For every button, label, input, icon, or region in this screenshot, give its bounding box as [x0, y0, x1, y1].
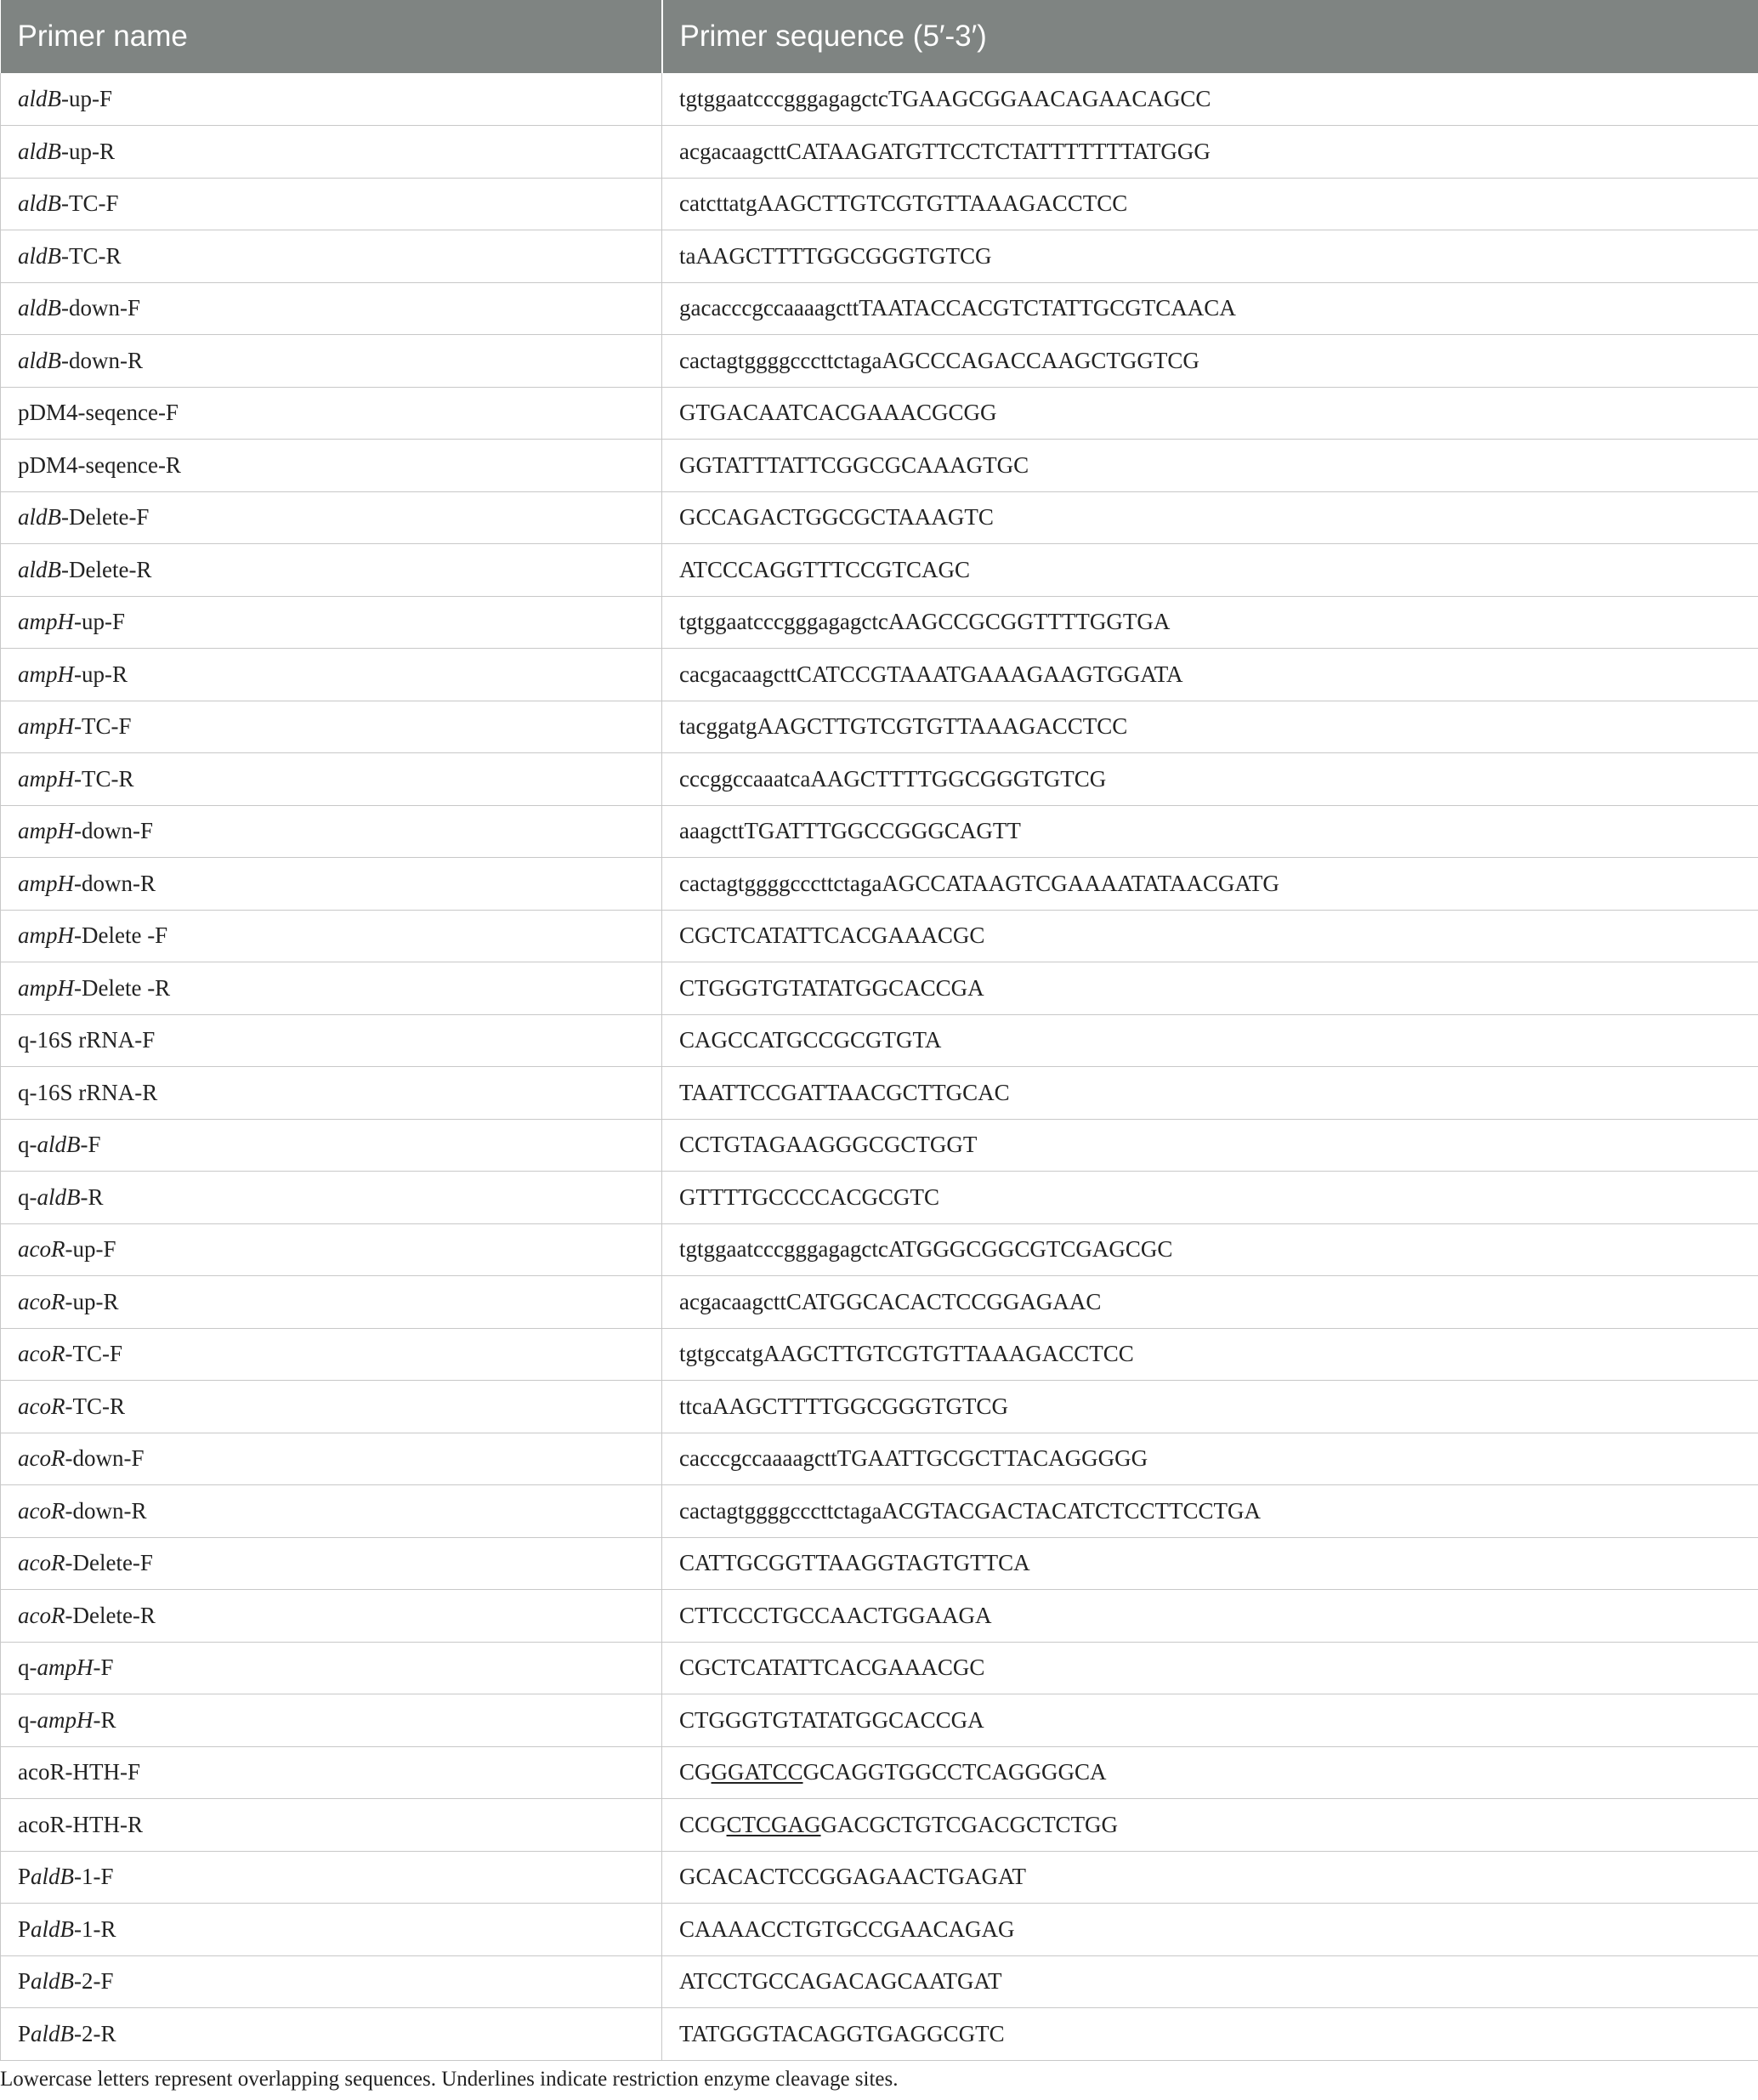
restriction-site: GGATCC [711, 1759, 803, 1785]
gene-name: acoR [18, 1602, 65, 1628]
primer-name-cell [1, 1694, 662, 1747]
table-row [1, 1485, 1758, 1538]
primer-name-cell [1, 126, 662, 179]
primer-name-cell [1, 1904, 662, 1956]
primer-name-cell [1, 1223, 662, 1276]
text-segment: ATCCTGCCAGACAGCAATGAT [679, 1968, 1002, 1995]
table-row [1, 1381, 1758, 1433]
text-segment: -TC-F [61, 190, 119, 217]
text-segment: TAATTCCGATTAACGCTTGCAC [679, 1079, 1010, 1105]
header-row [1, 0, 1758, 73]
primer-sequence-cell [662, 1328, 1758, 1381]
table-row [1, 2008, 1758, 2061]
table-row [1, 1172, 1758, 1224]
primer-sequence-cell [662, 2008, 1758, 2061]
table-row [1, 1067, 1758, 1120]
primer-name-cell [1, 1955, 662, 2008]
gene-name: aldB [18, 242, 61, 269]
text-segment: GACGCTGTCGACGCTCTGG [820, 1811, 1119, 1837]
text-segment: -down-F [65, 1445, 145, 1472]
restriction-site: CTCGAG [726, 1811, 821, 1837]
primer-name-cell [1, 805, 662, 858]
table-header [1, 0, 1758, 73]
text-segment: -Delete -R [74, 974, 171, 1001]
primer-name-cell [1, 440, 662, 492]
primer-sequence-cell [662, 649, 1758, 701]
primer-sequence-cell [662, 544, 1758, 597]
primer-name-cell [1, 544, 662, 597]
text-segment: GCACACTCCGGAGAACTGAGAT [679, 1864, 1027, 1890]
table-row [1, 1851, 1758, 1904]
gene-name: aldB [18, 295, 61, 321]
primer-name-cell [1, 1172, 662, 1224]
text-segment: -up-F [61, 86, 112, 111]
table-row [1, 858, 1758, 911]
gene-name: aldB [18, 347, 61, 373]
table-row [1, 1276, 1758, 1329]
text-segment: -TC-R [61, 242, 122, 269]
primer-name-cell [1, 282, 662, 335]
primer-sequence-cell [662, 1590, 1758, 1643]
primer-sequence-cell [662, 1851, 1758, 1904]
gene-name: aldB [37, 1132, 81, 1158]
primer-name-cell [1, 1642, 662, 1694]
text-segment: tgtggaatcccgggagagctcTGAAGCGGAACAGAACAGCC [679, 86, 1211, 111]
primer-sequence-cell [662, 230, 1758, 283]
primer-sequence-cell [662, 1537, 1758, 1590]
gene-name: ampH [18, 661, 74, 687]
primer-name-cell [1, 387, 662, 440]
text-segment: aaagcttTGATTTGGCCGGGCAGTT [679, 818, 1021, 844]
gene-name: ampH [18, 713, 74, 740]
table-row [1, 544, 1758, 597]
primer-sequence-cell [662, 1694, 1758, 1747]
table-row [1, 230, 1758, 283]
table-row [1, 1223, 1758, 1276]
text-segment: -down-F [74, 818, 153, 844]
gene-name: aldB [18, 556, 61, 582]
text-segment: -1-R [74, 1916, 116, 1942]
text-segment: CCG [679, 1811, 727, 1837]
primer-sequence-cell [662, 282, 1758, 335]
text-segment: cccggccaaatcaAAGCTTTTGGCGGGTGTCG [679, 765, 1107, 792]
text-segment: tgtggaatcccgggagagctcATGGGCGGCGTCGAGCGC [679, 1236, 1173, 1263]
primer-sequence-cell [662, 1485, 1758, 1538]
primer-name-cell [1, 1328, 662, 1381]
primer-name-cell [1, 1851, 662, 1904]
text-segment: q-16S rRNA-R [18, 1079, 158, 1105]
primer-name-cell [1, 1799, 662, 1852]
primer-sequence-cell [662, 73, 1758, 126]
text-segment: CGCTCATATTCACGAAACGC [679, 922, 985, 949]
primer-name-cell [1, 1433, 662, 1485]
gene-name: aldB [31, 1916, 75, 1942]
table-row [1, 910, 1758, 962]
primer-name-cell [1, 596, 662, 649]
table-row [1, 126, 1758, 179]
gene-name: aldB [18, 138, 61, 164]
text-segment: GCCAGACTGGCGCTAAAGTC [679, 504, 994, 531]
text-segment: GCAGGTGGCCTCAGGGGCA [802, 1759, 1107, 1785]
primer-name-cell [1, 2008, 662, 2061]
primer-name-cell [1, 701, 662, 753]
gene-name: ampH [18, 922, 74, 949]
primer-sequence-cell [662, 1223, 1758, 1276]
text-segment: -TC-F [65, 1341, 122, 1367]
text-segment: gacacccgccaaaagcttTAATACCACGTCTATTGCGTCAACA [679, 295, 1236, 321]
text-segment: -Delete-F [65, 1550, 153, 1576]
text-segment: -2-F [74, 1968, 114, 1995]
text-segment: tgtggaatcccgggagagctcAAGCCGCGGTTTTGGTGA [679, 609, 1171, 635]
primer-name-cell [1, 1746, 662, 1799]
primer-sequence-cell [662, 1799, 1758, 1852]
header-primer-name: Primer name [1, 0, 662, 73]
text-segment: cacccgccaaaagcttTGAATTGCGCTTACAGGGGG [679, 1445, 1148, 1472]
text-segment: cactagtggggcccttctagaAGCCCAGACCAAGCTGGTCG [679, 347, 1199, 373]
primer-sequence-cell [662, 1904, 1758, 1956]
primer-sequence-cell [662, 701, 1758, 753]
primer-name-cell [1, 910, 662, 962]
text-segment: -down-F [61, 295, 140, 321]
primer-name-cell [1, 491, 662, 544]
table-row [1, 1746, 1758, 1799]
primer-name-cell [1, 753, 662, 806]
text-segment: -Delete-R [61, 556, 152, 582]
primer-sequence-cell [662, 1014, 1758, 1067]
text-segment: q-16S rRNA-F [18, 1027, 156, 1053]
text-segment: pDM4-seqence-R [18, 451, 181, 478]
gene-name: ampH [18, 818, 74, 844]
table-row [1, 387, 1758, 440]
primer-sequence-cell [662, 596, 1758, 649]
primer-sequence-cell [662, 1433, 1758, 1485]
text-segment: -R [93, 1706, 116, 1733]
text-segment: ATCCCAGGTTTCCGTCAGC [679, 556, 971, 582]
text-segment: P [18, 1968, 31, 1995]
primer-sequence-cell [662, 1276, 1758, 1329]
table-row [1, 1590, 1758, 1643]
text-segment: cacgacaagcttCATCCGTAAATGAAAGAAGTGGATA [679, 661, 1183, 687]
table-row [1, 596, 1758, 649]
primer-name-cell [1, 335, 662, 388]
text-segment: ttcaAAGCTTTTGGCGGGTGTCG [679, 1393, 1008, 1419]
text-segment: CCTGTAGAAGGGCGCTGGT [679, 1132, 978, 1158]
text-segment: -down-R [61, 347, 143, 373]
primer-name-cell [1, 1276, 662, 1329]
text-segment: P [18, 2020, 31, 2046]
gene-name: aldB [18, 86, 61, 111]
primer-sequence-cell [662, 805, 1758, 858]
gene-name: acoR [18, 1393, 65, 1419]
primer-sequence-cell [662, 491, 1758, 544]
text-segment: GTTTTGCCCCACGCGTC [679, 1183, 940, 1210]
table-row [1, 491, 1758, 544]
primer-sequence-cell [662, 858, 1758, 911]
primer-name-cell [1, 858, 662, 911]
table-row [1, 1537, 1758, 1590]
primer-sequence-cell [662, 440, 1758, 492]
text-segment: -down-R [74, 870, 156, 896]
table-row [1, 1694, 1758, 1747]
primer-sequence-cell [662, 1172, 1758, 1224]
text-segment: q- [18, 1654, 37, 1681]
gene-name: ampH [18, 870, 74, 896]
table-row [1, 805, 1758, 858]
gene-name: aldB [18, 504, 61, 531]
text-segment: CTTCCCTGCCAACTGGAAGA [679, 1602, 992, 1628]
table-row [1, 335, 1758, 388]
gene-name: acoR [18, 1341, 65, 1367]
text-segment: -Delete-R [65, 1602, 156, 1628]
gene-name: acoR [18, 1550, 65, 1576]
primer-sequence-cell [662, 387, 1758, 440]
table-row [1, 440, 1758, 492]
primer-sequence-cell [662, 178, 1758, 230]
text-segment: -F [93, 1654, 114, 1681]
text-segment: -TC-R [65, 1393, 125, 1419]
table-row [1, 701, 1758, 753]
text-segment: CAGCCATGCCGCGTGTA [679, 1027, 942, 1053]
text-segment: CATTGCGGTTAAGGTAGTGTTCA [679, 1550, 1030, 1576]
gene-name: aldB [31, 1968, 75, 1995]
text-segment: CGCTCATATTCACGAAACGC [679, 1654, 985, 1681]
gene-name: acoR [18, 1288, 65, 1314]
primer-name-cell [1, 962, 662, 1015]
text-segment: -1-F [74, 1864, 114, 1890]
primer-name-cell [1, 1119, 662, 1172]
primer-sequence-cell [662, 910, 1758, 962]
text-segment: -up-R [65, 1288, 119, 1314]
primer-sequence-cell [662, 1746, 1758, 1799]
primer-sequence-cell [662, 1642, 1758, 1694]
table-row [1, 753, 1758, 806]
table-row [1, 1328, 1758, 1381]
gene-name: acoR [18, 1497, 65, 1524]
table-row [1, 1904, 1758, 1956]
text-segment: -2-R [74, 2020, 116, 2046]
gene-name: acoR [18, 1445, 65, 1472]
text-segment: pDM4-seqence-F [18, 400, 179, 426]
primer-sequence-cell [662, 335, 1758, 388]
text-segment: acoR-HTH-F [18, 1759, 140, 1785]
text-segment: -TC-R [74, 765, 134, 792]
text-segment: q- [18, 1132, 37, 1158]
primer-name-cell [1, 649, 662, 701]
table-row [1, 1119, 1758, 1172]
table-row [1, 1955, 1758, 2008]
gene-name: aldB [31, 1864, 75, 1890]
table-body [1, 73, 1758, 2060]
primer-name-cell [1, 178, 662, 230]
gene-name: ampH [37, 1706, 94, 1733]
table-row [1, 962, 1758, 1015]
text-segment: CAAAACCTGTGCCGAACAGAG [679, 1916, 1015, 1942]
primer-name-cell [1, 73, 662, 126]
text-segment: catcttatgAAGCTTGTCGTGTTAAAGACCTCC [679, 190, 1128, 217]
primer-name-cell [1, 1590, 662, 1643]
text-segment: acgacaagcttCATGGCACACTCCGGAGAAC [679, 1288, 1102, 1314]
text-segment: -up-R [74, 661, 128, 687]
gene-name: aldB [18, 190, 61, 217]
text-segment: -R [80, 1183, 104, 1210]
header-primer-sequence: Primer sequence (5′-3′) [662, 0, 1758, 73]
primer-sequence-cell [662, 126, 1758, 179]
text-segment: q- [18, 1706, 37, 1733]
text-segment: -up-F [65, 1236, 116, 1263]
table-row [1, 178, 1758, 230]
table-footnote: Lowercase letters represent overlapping sequences. Underlines indicate restriction enzyme cleavage sites. [0, 2068, 899, 2091]
primer-sequence-cell [662, 962, 1758, 1015]
text-segment: taAAGCTTTTGGCGGGTGTCG [679, 242, 992, 269]
primer-name-cell [1, 1381, 662, 1433]
table-row [1, 649, 1758, 701]
primer-name-cell [1, 230, 662, 283]
primer-sequence-cell [662, 1067, 1758, 1120]
text-segment: GTGACAATCACGAAACGCGG [679, 400, 997, 426]
text-segment: -Delete-F [61, 504, 150, 531]
text-segment: -TC-F [74, 713, 132, 740]
text-segment: tgtgccatgAAGCTTGTCGTGTTAAAGACCTCC [679, 1341, 1134, 1367]
gene-name: aldB [37, 1183, 81, 1210]
primer-sequence-cell [662, 1955, 1758, 2008]
gene-name: ampH [18, 765, 74, 792]
table-row [1, 1642, 1758, 1694]
text-segment: acgacaagcttCATAAGATGTTCCTCTATTTTTTTATGGG [679, 138, 1211, 164]
text-segment: CTGGGTGTATATGGCACCGA [679, 1706, 984, 1733]
table-row [1, 1014, 1758, 1067]
text-segment: cactagtggggcccttctagaAGCCATAAGTCGAAAATATAACGATG [679, 870, 1279, 896]
table-row [1, 1799, 1758, 1852]
table-row [1, 1433, 1758, 1485]
primer-sequence-cell [662, 1119, 1758, 1172]
text-segment: -Delete -F [74, 922, 168, 949]
table-row [1, 282, 1758, 335]
primer-name-cell [1, 1014, 662, 1067]
text-segment: cactagtggggcccttctagaACGTACGACTACATCTCCTTCCTGA [679, 1497, 1262, 1524]
text-segment: -down-R [65, 1497, 147, 1524]
primer-name-cell [1, 1485, 662, 1538]
primer-sequence-cell [662, 753, 1758, 806]
table-row [1, 73, 1758, 126]
text-segment: GGTATTTATTCGGCGCAAAGTGC [679, 451, 1029, 478]
text-segment: CTGGGTGTATATGGCACCGA [679, 974, 984, 1001]
text-segment: P [18, 1864, 31, 1890]
text-segment: acoR-HTH-R [18, 1811, 143, 1837]
primer-name-cell [1, 1067, 662, 1120]
text-segment: -up-F [74, 609, 125, 635]
gene-name: acoR [18, 1236, 65, 1263]
primer-name-cell [1, 1537, 662, 1590]
gene-name: ampH [18, 974, 74, 1001]
gene-name: aldB [31, 2020, 75, 2046]
text-segment: CG [679, 1759, 712, 1785]
text-segment: q- [18, 1183, 37, 1210]
gene-name: ampH [37, 1654, 94, 1681]
gene-name: ampH [18, 609, 74, 635]
text-segment: P [18, 1916, 31, 1942]
primer-sequence-cell [662, 1381, 1758, 1433]
text-segment: TATGGGTACAGGTGAGGCGTC [679, 2020, 1005, 2046]
text-segment: tacggatgAAGCTTGTCGTGTTAAAGACCTCC [679, 713, 1128, 740]
text-segment: -F [80, 1132, 101, 1158]
text-segment: -up-R [61, 138, 115, 164]
